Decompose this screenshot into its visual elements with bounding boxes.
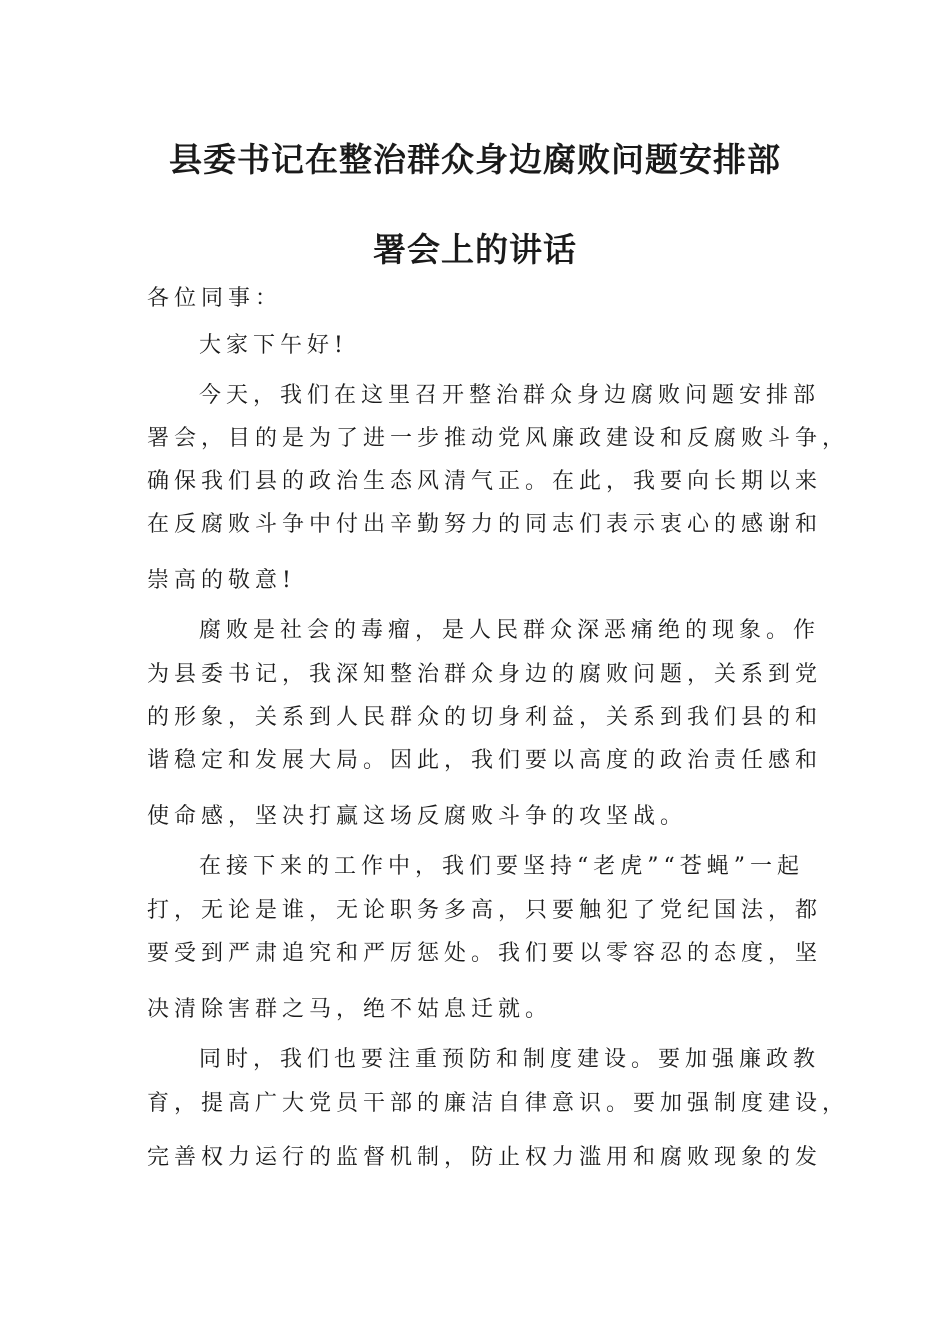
body-line: 育，提高广大党员干部的廉洁自律意识。要加强制度建设，: [147, 1091, 850, 1116]
body-line: 谐稳定和发展大局。因此，我们要以高度的政治责任感和: [147, 748, 823, 773]
body-line: 崇高的敬意!: [147, 568, 296, 593]
salutation: 各位同事：: [147, 286, 283, 311]
body-line: 今天，我们在这里召开整治群众身边腐败问题安排部: [199, 383, 821, 408]
greeting-line: 大家下午好!: [199, 333, 348, 358]
document-title-line-2: 署会上的讲话: [373, 230, 577, 269]
body-line: 在接下来的工作中，我们要坚持“老虎”“苍蝇”一起: [199, 854, 804, 879]
body-line: 使命感，坚决打赢这场反腐败斗争的攻坚战。: [147, 804, 688, 829]
body-line: 为县委书记，我深知整治群众身边的腐败问题，关系到党: [147, 662, 823, 687]
document-title-line-1: 县委书记在整治群众身边腐败问题安排部: [169, 140, 781, 179]
body-line: 要受到严肃追究和严厉惩处。我们要以零容忍的态度，坚: [147, 941, 823, 966]
body-line: 在反腐败斗争中付出辛勤努力的同志们表示衷心的感谢和: [147, 512, 823, 537]
body-line: 决清除害群之马，绝不姑息迁就。: [147, 997, 553, 1022]
body-line: 打，无论是谁，无论职务多高，只要触犯了党纪国法，都: [147, 898, 823, 923]
body-line: 腐败是社会的毒瘤，是人民群众深恶痛绝的现象。作: [199, 618, 821, 643]
body-line: 的形象，关系到人民群众的切身利益，关系到我们县的和: [147, 705, 823, 730]
body-line: 完善权力运行的监督机制，防止权力滥用和腐败现象的发: [147, 1145, 823, 1170]
body-line: 确保我们县的政治生态风清气正。在此，我要向长期以来: [147, 469, 823, 494]
body-line: 同时，我们也要注重预防和制度建设。要加强廉政教: [199, 1047, 821, 1072]
body-line: 署会，目的是为了进一步推动党风廉政建设和反腐败斗争，: [147, 426, 850, 451]
